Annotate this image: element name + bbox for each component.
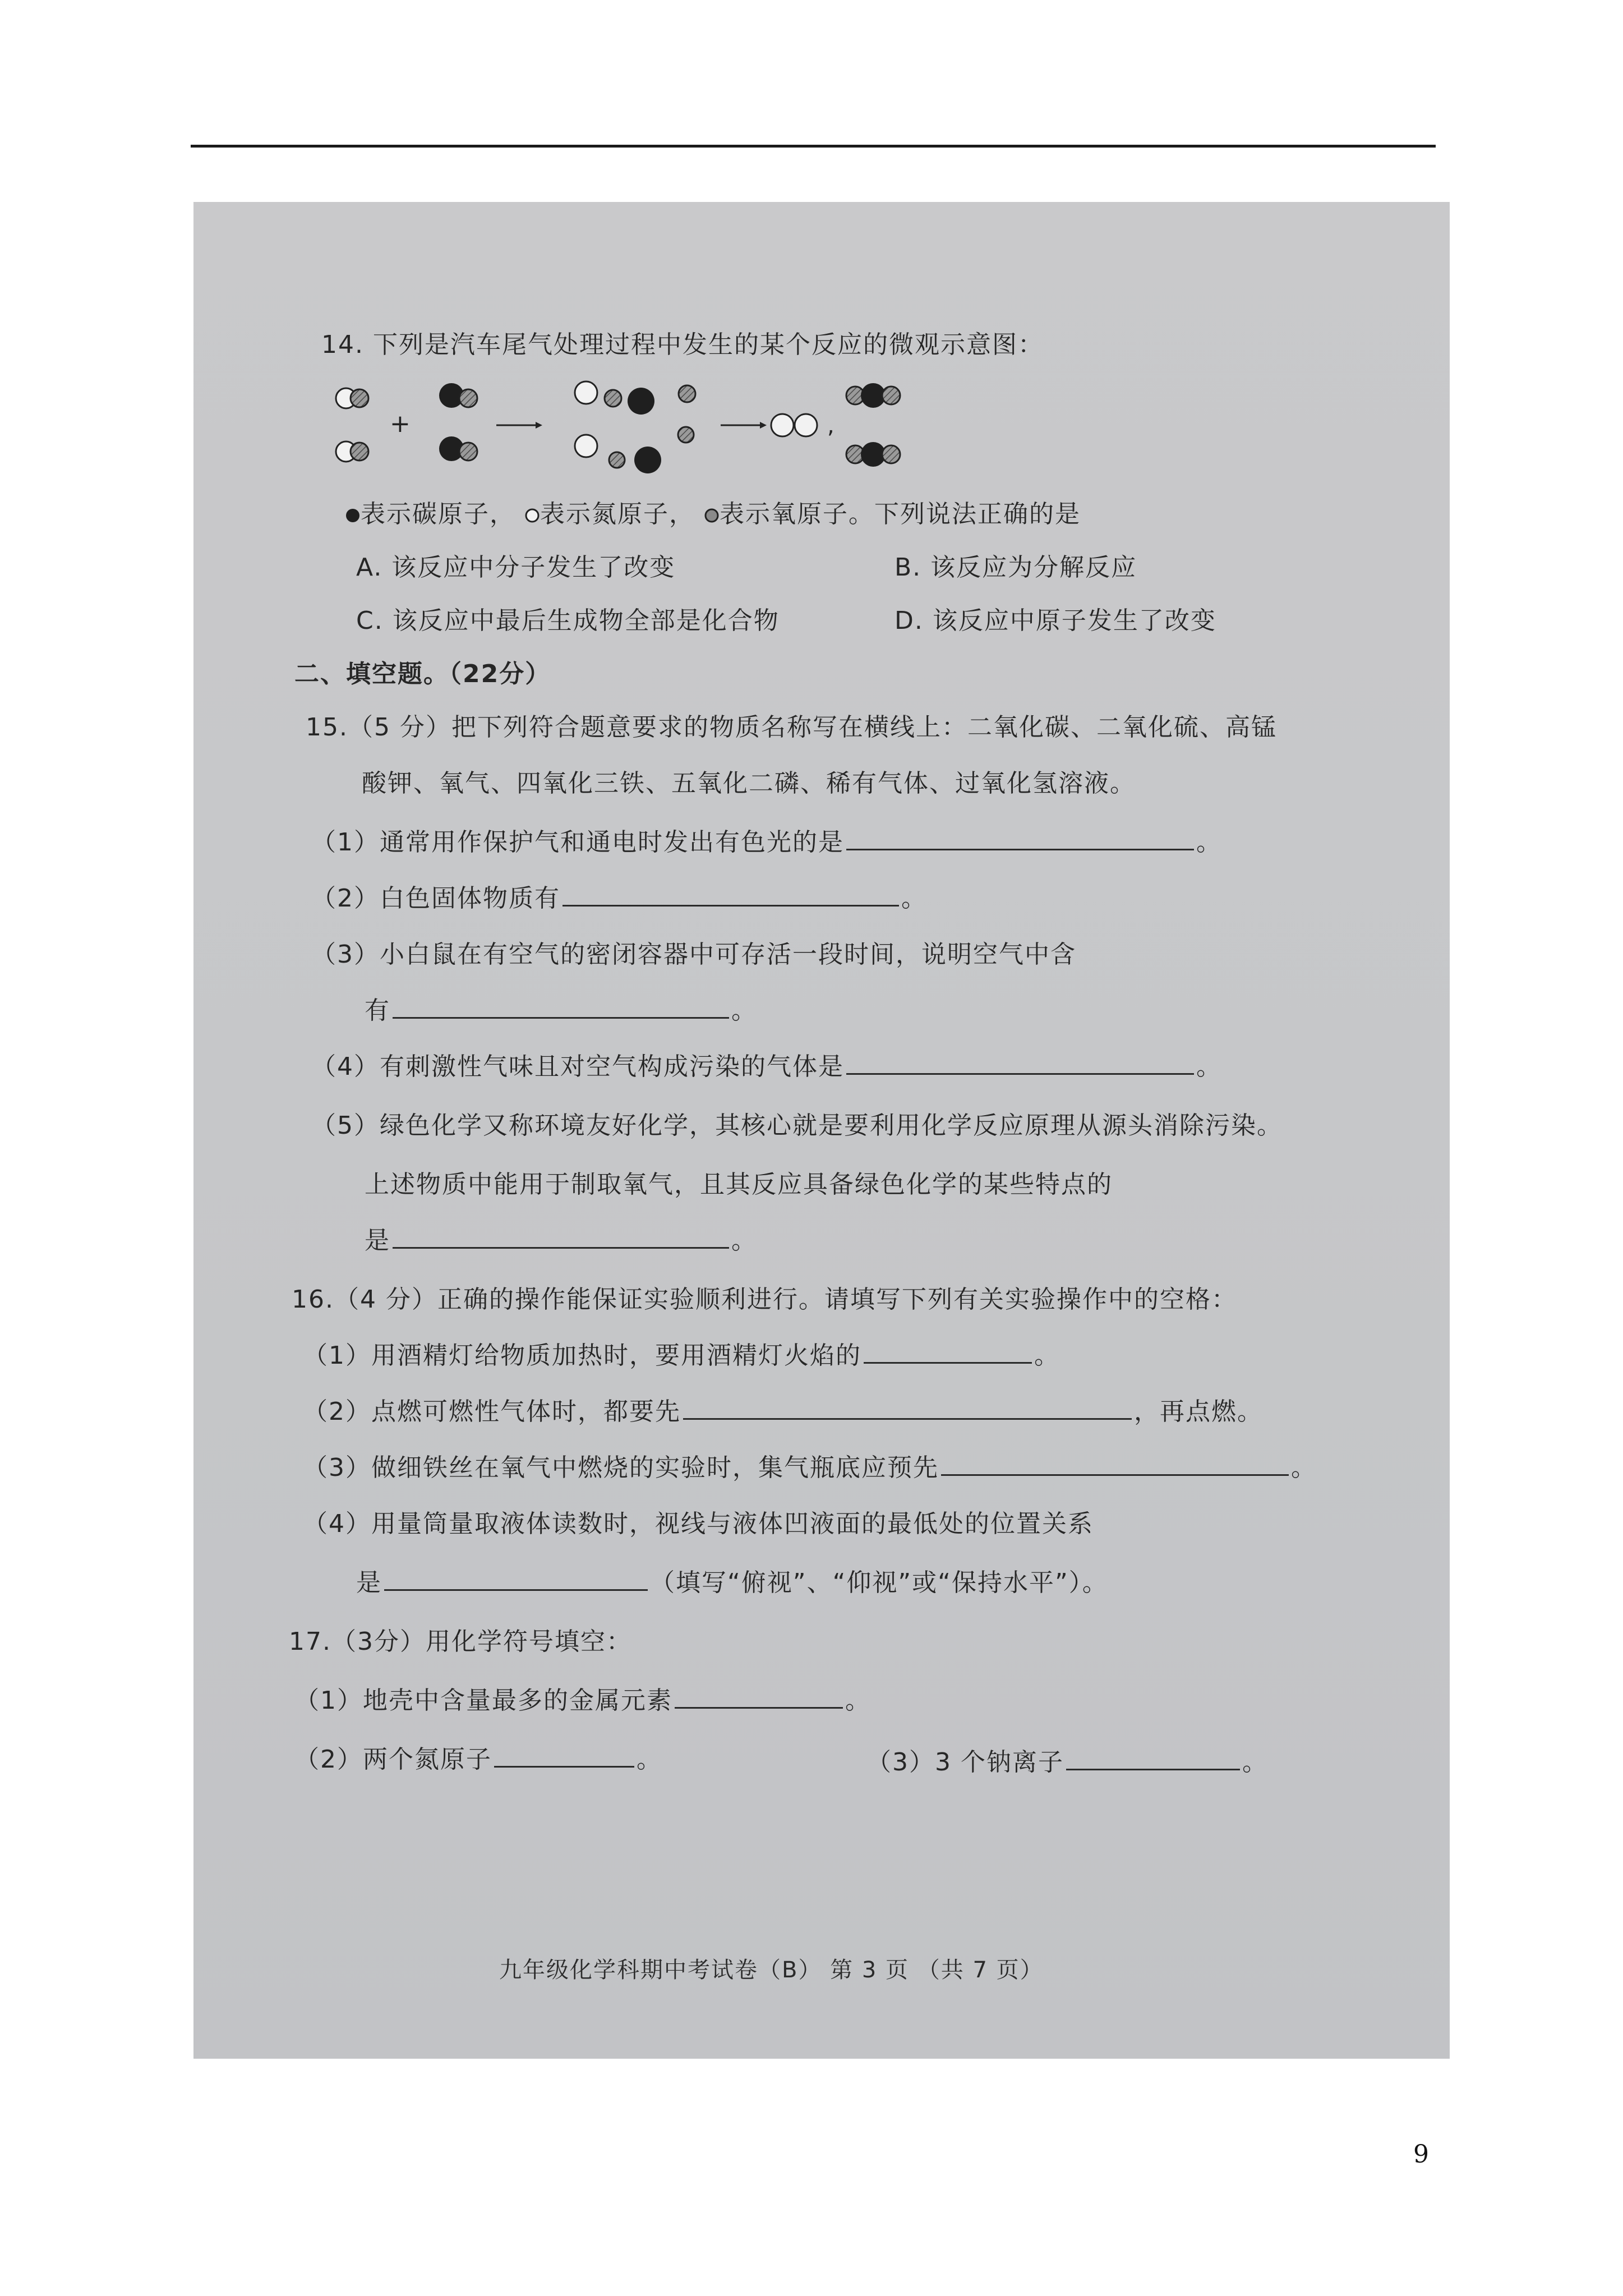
period: 。 (1196, 1052, 1222, 1081)
q14-legend (345, 494, 1081, 530)
reaction-diagram (334, 370, 1259, 482)
q15-item2-text: （2）白色固体物质有 (311, 884, 560, 913)
q16-item4-text: 是 (356, 1568, 382, 1597)
legend-nitrogen-text: 表示氮原子， (540, 500, 695, 528)
q15-item4-text: （4）有刺激性气味且对空气构成污染的气体是 (311, 1052, 844, 1081)
scanned-exam-photo (193, 202, 1450, 2059)
q16-item2-blank[interactable] (683, 1396, 1132, 1420)
period: 。 (845, 1686, 871, 1715)
q15-item3-blank[interactable] (393, 995, 729, 1019)
q17-item1-blank[interactable] (675, 1685, 843, 1709)
reactant-no-molecules (336, 388, 368, 462)
page-number: 9 (1413, 2140, 1429, 2169)
q16-item3-text: （3）做细铁丝在氧气中燃烧的实验时，集气瓶底应预先 (303, 1453, 939, 1482)
q15-item5-line1: （5）绿色化学又称环境友好化学，其核心就是要利用化学反应原理从源头消除污染。 (311, 1111, 1283, 1140)
header-rule (191, 145, 1436, 148)
period: 。 (731, 996, 757, 1025)
product-co2-molecules (846, 383, 900, 467)
legend-oxygen-text: 表示氧原子。下列说法正确的是 (720, 500, 1081, 528)
q17-item2-text: （2）两个氮原子 (294, 1745, 492, 1774)
q14-stem: 14. 下列是汽车尾气处理过程中发生的某个反应的微观示意图： (321, 330, 1044, 359)
product-n2-molecule (771, 414, 817, 436)
oxygen-atom-icon (704, 508, 720, 523)
exam-footer: 九年级化学科期中考试卷（B） 第 3 页 （共 7 页） (499, 1957, 1044, 1983)
q16-item1 (303, 1335, 1060, 1371)
q17-item2-blank[interactable] (494, 1743, 634, 1768)
q17-stem: 17.（3分）用化学符号填空： (289, 1627, 632, 1656)
q15-item3-line1: （3）小白鼠在有空气的密闭容器中可存活一段时间，说明空气中含 (311, 940, 1076, 969)
q16-item2 (303, 1391, 1263, 1427)
q17-item1 (294, 1680, 871, 1716)
q15-item5-text: 是 (365, 1226, 390, 1255)
q16-item2-text: （2）点燃可燃性气体时，都要先 (303, 1397, 681, 1426)
q15-item3 (365, 990, 757, 1026)
period: 。 (731, 1226, 757, 1255)
q15-item2 (311, 878, 927, 914)
nitrogen-atom-icon (524, 508, 540, 523)
q16-item1-text: （1）用酒精灯给物质加热时，要用酒精灯火焰的 (303, 1341, 861, 1370)
q15-item5-line2: 上述物质中能用于制取氧气，且其反应具备绿色化学的某些特点的 (365, 1170, 1113, 1199)
q15-item2-blank[interactable] (562, 882, 899, 907)
q15-item3-text: 有 (365, 996, 390, 1025)
q16-item4 (356, 1562, 1108, 1598)
q15-item1-text: （1）通常用作保护气和通电时发出有色光的是 (311, 828, 844, 857)
q16-item1-blank[interactable] (864, 1340, 1032, 1364)
period: 。 (1034, 1341, 1060, 1370)
q15-item4 (311, 1046, 1222, 1082)
legend-carbon-text: 表示碳原子， (361, 500, 515, 528)
q17-item3-blank[interactable] (1066, 1746, 1240, 1770)
q17-item2 (294, 1739, 662, 1775)
q14-option-d: D. 该反应中原子发生了改变 (895, 606, 1216, 635)
q16-item3 (303, 1447, 1317, 1483)
q15-item4-blank[interactable] (846, 1051, 1194, 1075)
period: 。 (1196, 828, 1222, 857)
q15-item1-blank[interactable] (846, 826, 1194, 850)
q16-stem: 16.（4 分）正确的操作能保证实验顺利进行。请填写下列有关实验操作中的空格： (292, 1285, 1237, 1314)
q17-item1-text: （1）地壳中含量最多的金属元素 (294, 1686, 672, 1715)
q15-item5-blank[interactable] (393, 1225, 729, 1249)
q14-option-b: B. 该反应为分解反应 (895, 553, 1137, 582)
svg-text:+: + (390, 409, 411, 438)
period: 。 (1242, 1748, 1268, 1777)
svg-text:,: , (827, 413, 834, 439)
period: 。 (901, 884, 927, 913)
carbon-atom-icon (345, 508, 361, 523)
q15-item5 (365, 1220, 757, 1256)
intermediate-atoms (575, 381, 695, 473)
q16-item4-tail: （填写“俯视”、“仰视”或“保持水平”）。 (650, 1568, 1108, 1597)
period: 。 (637, 1745, 662, 1774)
section2-title: 二、填空题。（22分） (294, 660, 551, 688)
q15-stem-line1: 15.（5 分）把下列符合题意要求的物质名称写在横线上：二氧化碳、二氧化硫、高锰 (306, 713, 1277, 742)
q15-stem-line2: 酸钾、氧气、四氧化三铁、五氧化二磷、稀有气体、过氧化氢溶液。 (362, 769, 1136, 798)
q15-item1 (311, 822, 1222, 858)
q14-option-a: A. 该反应中分子发生了改变 (356, 553, 676, 582)
q16-item4-blank[interactable] (384, 1567, 648, 1591)
q17-item3-text: （3）3 个钠离子 (866, 1748, 1064, 1777)
reactant-co-molecules (439, 383, 477, 461)
q16-item3-blank[interactable] (941, 1452, 1289, 1476)
q17-item3 (866, 1742, 1268, 1778)
q16-item2-tail: ，再点燃。 (1134, 1397, 1263, 1426)
period: 。 (1291, 1453, 1317, 1482)
q16-item4-line1: （4）用量筒量取液体读数时，视线与液体凹液面的最低处的位置关系 (303, 1510, 1094, 1538)
q14-option-c: C. 该反应中最后生成物全部是化合物 (356, 606, 780, 635)
